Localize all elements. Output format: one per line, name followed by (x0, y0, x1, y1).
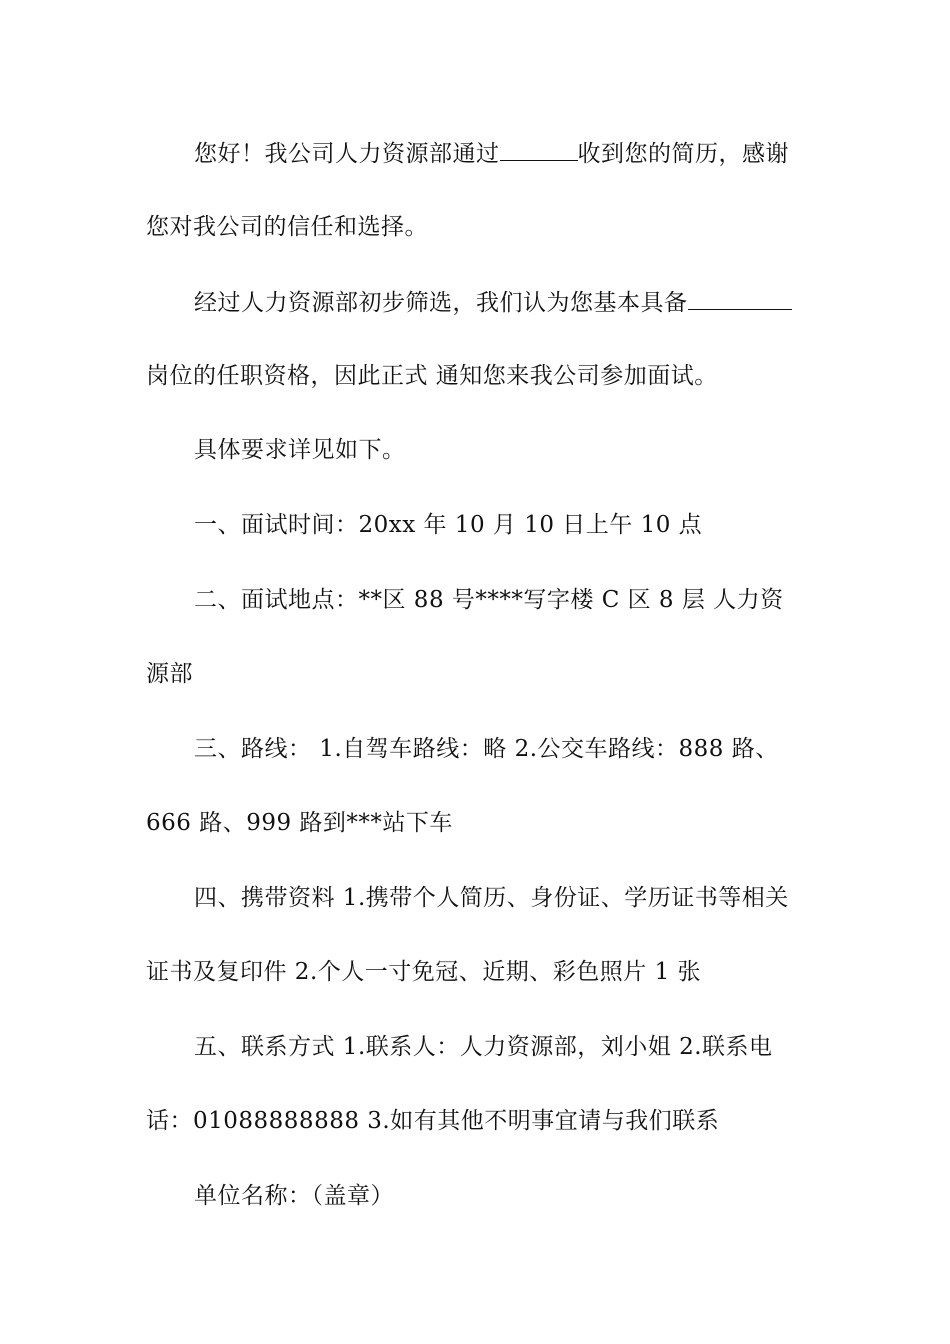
contact-line-2: 话：01088888888 3.如有其他不明事宜请与我们联系 (146, 1108, 720, 1134)
greeting-line-1 (194, 138, 874, 169)
greeting-text-after-blank: 收到您的简历，感谢 (577, 141, 789, 167)
screening-line-1 (194, 287, 874, 318)
materials-line-1: 四、携带资料 1.携带个人简历、身份证、学历证书等相关 (194, 885, 789, 911)
signature-line: 单位名称：（盖章） (194, 1183, 394, 1209)
details-intro: 具体要求详见如下。 (194, 437, 406, 463)
greeting-line-2: 您对我公司的信任和选择。 (146, 214, 428, 240)
screening-text-before-blank: 经过人力资源部初步筛选，我们认为您基本具备 (194, 290, 688, 316)
position-blank (688, 287, 792, 310)
interview-location-line-1: 二、面试地点：**区 88 号****写字楼 C 区 8 层 人力资 (194, 587, 784, 613)
route-line-2: 666 路、999 路到***站下车 (146, 810, 453, 836)
interview-time: 一、面试时间：20xx 年 10 月 10 日上午 10 点 (194, 512, 703, 538)
contact-line-1: 五、联系方式 1.联系人：人力资源部，刘小姐 2.联系电 (194, 1034, 773, 1060)
screening-line-2: 岗位的任职资格，因此正式 通知您来我公司参加面试。 (146, 363, 718, 389)
interview-location-line-2: 源部 (146, 661, 193, 687)
source-blank (500, 138, 578, 161)
materials-line-2: 证书及复印件 2.个人一寸免冠、近期、彩色照片 1 张 (146, 959, 702, 985)
greeting-text-before-blank: 您好！我公司人力资源部通过 (194, 141, 500, 167)
route-line-1: 三、路线： 1.自驾车路线：略 2.公交车路线：888 路、 (194, 736, 779, 762)
